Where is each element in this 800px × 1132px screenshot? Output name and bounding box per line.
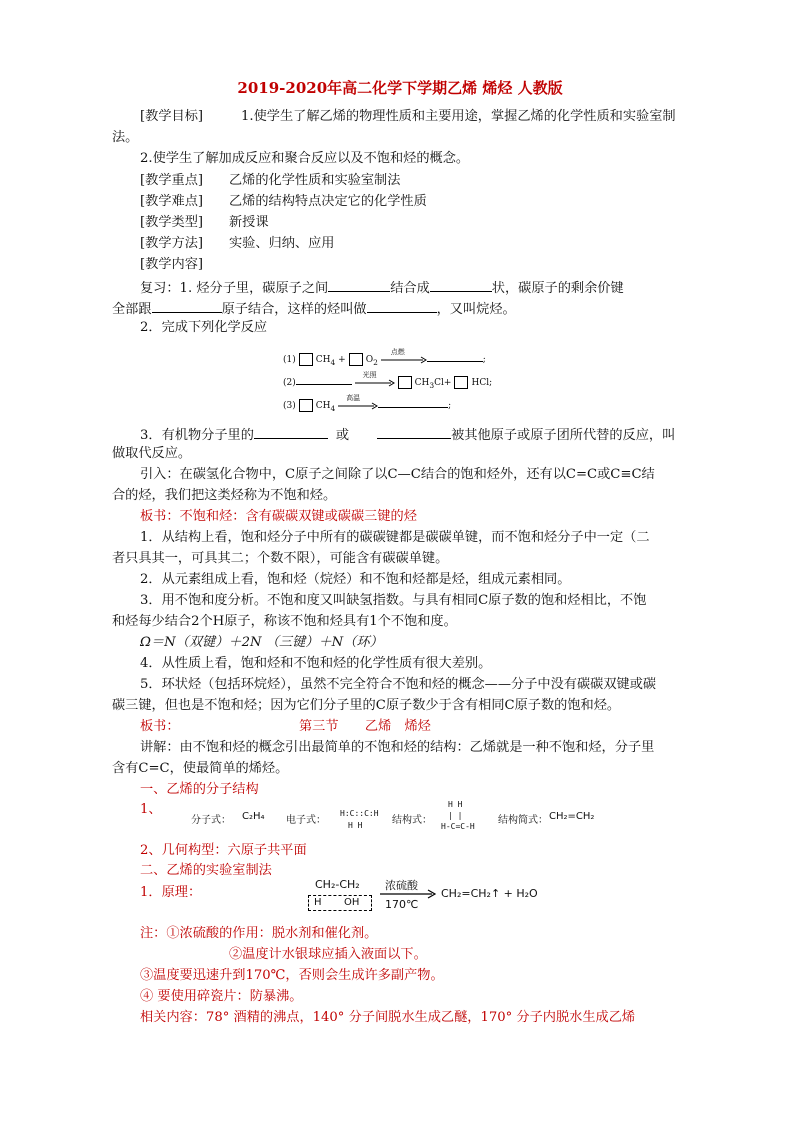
arrow-icon [338,401,378,411]
board-note-2-label: 板书： [140,719,180,734]
point-4: 4．从性质上看，饱和烃和不饱和烃的化学性质有很大差别。 [140,656,492,671]
arrow-condition-2 [355,370,395,388]
point-1-line-a: 1．从结构上看，饱和烃分子中所有的碳碳键都是碳碳单键，而不饱和烃分子中一定（二 [140,530,650,545]
lecture-line-1: 讲解：由不饱和烃的概念引出最简单的不饱和烃的结构：乙烯就是一种不饱和烃，分子里 [140,740,655,755]
item-1-number: 1、 [140,802,162,817]
condensed-formula-label: 结构简式： [498,815,548,826]
ethanol-formula: CH₂-CH₂ [315,878,360,891]
arrow-condition-3 [338,393,378,411]
question-3-line-1 [140,424,675,445]
review-line-2 [112,298,516,319]
goal-label: [教学目标] [140,109,204,124]
blank-box [349,353,363,366]
review-blank-2 [430,277,492,292]
key-label: [教学重点] [140,173,204,188]
review-text-2: 结合成 [390,281,430,296]
board-note-2-section: 第三节 乙烯 烯烃 [299,719,431,734]
reaction-1-reactant: CH [315,355,331,365]
note-3: ③温度要迅速升到170℃，否则会生成许多副产物。 [140,968,444,983]
electron-formula-top: H:C::C:H [340,809,379,818]
principle-label: 1．原理： [140,885,202,900]
goal-1-line-a: 1.使学生了解乙烯的物理性质和主要用途，掌握乙烯的化学性质和实验室制 [241,109,676,124]
note-4: ④ 要使用碎瓷片：防暴沸。 [140,989,303,1004]
subscript: 4 [330,403,336,413]
point-1-line-b: 者只具其一，可具其二；个数不限），可能含有碳碳单键。 [112,551,449,566]
lecture-line-2: 含有C=C，使最简单的烯烃。 [112,761,289,776]
section-1-heading: 一、乙烯的分子结构 [140,782,259,797]
electron-formula-bottom: H H [348,821,363,830]
difficulty-text: 乙烯的结构特点决定它的化学性质 [229,194,427,209]
key-text: 乙烯的化学性质和实验室制法 [229,173,401,188]
reaction-3 [283,393,452,413]
review-text-5: 原子结合，这样的烃叫做 [221,302,367,317]
board-note-1: 板书：不饱和烃：含有碳碳双键或碳碳三键的烃 [140,509,417,524]
subscript: 4 [330,357,336,367]
type-text: 新授课 [229,215,269,230]
review-text-4: 全部跟 [112,302,152,317]
intro-line-1: 引入：在碳氢化合物中，C原子之间除了以C—C结合的饱和烃外，还有以C=C或C≡C结 [140,467,655,482]
item-2-geometry: 2、几何构型：六原子共平面 [140,843,307,858]
type-label: [教学类型] [140,215,204,230]
review-blank-3 [152,298,222,313]
structural-formula-top: H H [448,800,463,809]
intro-line-2: 合的烃，我们把这类烃称为不饱和烃。 [112,488,337,503]
electron-formula-label: 电子式： [286,815,326,826]
point-5-line-b: 碳三键，但也是不饱和烃；因为它们分子里的C原子数少于含有相同C原子数的饱和烃。 [112,698,621,713]
section-2-heading: 二、乙烯的实验室制法 [140,863,272,878]
oxygen: O [365,355,374,365]
condition-label: 光照 [362,370,377,379]
unsaturation-formula: Ω＝N（双键）＋2N （三键）＋N（环） [140,635,383,650]
q3-blank-2 [377,424,451,439]
blank-box [454,376,468,389]
condition-label: 点燃 [390,347,405,356]
review-line-1 [140,277,624,298]
difficulty-label: [教学难点] [140,194,204,209]
plus-sign: + [338,355,346,365]
structural-formula-bottom: H-C=C-H [441,822,475,831]
review-text-3: 状，碳原子的剩余价键 [491,281,624,296]
reaction-products: CH₂=CH₂↑ + H₂O [441,887,538,900]
arrow-icon [355,378,395,388]
question-2: 2．完成下列化学反应 [140,320,268,335]
related-content: 相关内容：78° 酒精的沸点，140° 分子间脱水生成乙醚，170° 分子内脱水生成乙烯 [140,1010,636,1025]
point-3-line-b: 和烃每少结合2个H原子，称该不饱和烃具有1个不饱和度。 [112,614,457,629]
removed-oh: OH [344,897,360,908]
q3-blank-1 [254,424,328,439]
review-blank-1 [328,277,390,292]
condensed-formula-value: CH₂=CH₂ [549,811,595,822]
point-3-line-a: 3．用不饱和度分析。不饱和度又叫缺氢指数。与具有相同C原子数的饱和烃相比，不饱 [140,593,647,608]
condition-label: 高温 [346,393,361,402]
arrow-icon [381,355,427,365]
methane: CH [315,401,331,411]
method-label: [教学方法] [140,236,204,251]
answer-line [427,352,483,362]
method-text: 实验、归纳、应用 [229,236,335,251]
review-blank-4 [367,298,437,313]
review-text-1: 复习：1. 烃分子里，碳原子之间 [140,281,329,296]
note-2: ②温度计水银球应插入液面以下。 [229,947,427,962]
semicolon: ; [482,355,486,365]
hydrogen-chloride: HCl; [471,378,493,388]
q3-text-c: 被其他原子或原子团所代替的反应，叫 [451,428,676,443]
chloromethane-rest: Cl+ [434,378,452,388]
point-2: 2．从元素组成上看，饱和烃（烷烃）和不饱和烃都是烃，组成元素相同。 [140,572,571,587]
chloromethane: CH [414,378,430,388]
blank-box [299,353,313,366]
reaction-3-number: (3) [283,401,296,411]
review-text-6: ，又叫烷烃。 [436,302,516,317]
q3-text-a: 3．有机物分子里的 [140,428,254,443]
answer-line [296,375,352,385]
question-3-line-2: 做取代反应。 [112,446,192,461]
structural-formula-bonds: | | [448,811,463,820]
subscript: 2 [373,357,378,367]
reaction-1 [283,347,486,367]
subscript: 3 [429,380,435,390]
molecular-formula-label: 分子式： [191,815,231,826]
page-title: 2019-2020年高二化学下学期乙烯 烯烃 人教版 [237,79,563,97]
q3-text-b: 或 [335,428,350,443]
blank-box [299,399,313,412]
reaction-2-number: (2) [283,378,296,388]
goal-1-line-b: 法。 [112,130,139,145]
semicolon: ; [448,401,452,411]
arrow-condition-1 [381,347,427,365]
answer-line [378,398,448,408]
content-label: [教学内容] [140,257,204,272]
note-1: 注：①浓硫酸的作用：脱水剂和催化剂。 [140,926,378,941]
removed-h: H [314,897,322,908]
reaction-2 [283,370,493,390]
blank-box [398,376,412,389]
point-5-line-a: 5．环状烃（包括环烷烃），虽然不完全符合不饱和烃的概念——分子中没有碳碳双键或碳 [140,677,657,692]
goal-2: 2.使学生了解加成反应和聚合反应以及不饱和烃的概念。 [140,151,470,166]
temperature-label: 170℃ [385,898,419,911]
structural-formula-label: 结构式： [392,815,432,826]
catalyst-label: 浓硫酸 [385,879,418,892]
molecular-formula-value: C₂H₄ [242,811,265,822]
reaction-1-number: (1) [283,355,296,365]
